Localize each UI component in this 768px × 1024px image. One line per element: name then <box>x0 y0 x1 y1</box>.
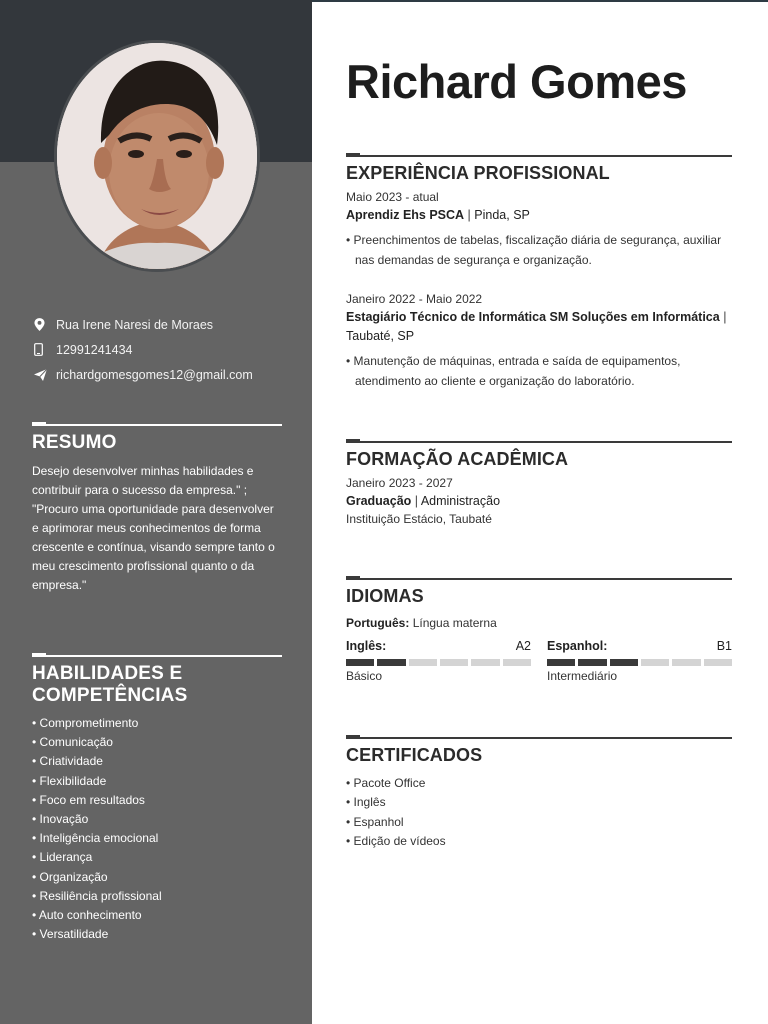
entry-place: Pinda, SP <box>474 208 530 222</box>
email-link[interactable]: richardgomesgomes12@gmail.com <box>56 367 253 382</box>
level-segment <box>346 659 374 666</box>
list-item: • Versatilidade <box>32 925 282 944</box>
language-level: B1 <box>716 639 732 653</box>
certificados-section <box>346 737 732 851</box>
native-language-name: Português: <box>346 616 410 630</box>
entry-institution: Instituição Estácio, Taubaté <box>346 512 492 526</box>
list-item: • Criatividade <box>32 752 282 771</box>
experiencia-title: EXPERIÊNCIA PROFISSIONAL <box>346 163 610 183</box>
list-item: • Auto conhecimento <box>32 906 282 925</box>
list-item: • Inovação <box>32 810 282 829</box>
entry-role: Estagiário Técnico de Informática SM Soluções em Informática <box>346 310 720 324</box>
list-item: • Comprometimento <box>32 714 282 733</box>
level-segment <box>641 659 669 666</box>
section-divider <box>346 578 732 580</box>
candidate-name: Richard Gomes <box>346 55 687 108</box>
entry-date: Maio 2023 - atual <box>346 190 439 204</box>
list-item: • Liderança <box>32 848 282 867</box>
idiomas-section <box>346 578 732 684</box>
contact-email[interactable] <box>34 362 304 387</box>
list-item: • Resiliência profissional <box>32 887 282 906</box>
resumo-text: Desejo desenvolver minhas habilidades e contribuir para o sucesso da empresa." ; "Procuro uma oportunidade para desenvolver e aprimorar meus conhecimentos de forma crescente e contínua, visando sempre tanto o meu crescimento profissional quanto o da empresa." <box>32 464 275 592</box>
profile-photo <box>54 40 260 272</box>
entry-place: Taubaté, SP <box>346 329 415 343</box>
experience-entry <box>346 188 732 270</box>
contact-block <box>34 312 304 387</box>
list-item: • Comunicação <box>32 733 282 752</box>
level-segment <box>610 659 638 666</box>
language-name: Inglês: <box>346 639 387 653</box>
entry-date: Janeiro 2023 - 2027 <box>346 476 453 490</box>
language-level-desc: Intermediário <box>547 669 618 683</box>
entry-date: Janeiro 2022 - Maio 2022 <box>346 292 483 306</box>
section-divider <box>346 737 732 739</box>
experience-entry <box>346 290 732 391</box>
language-level-desc: Básico <box>346 669 383 683</box>
entry-course: Administração <box>420 494 501 508</box>
list-item: • Pacote Office <box>346 774 732 793</box>
list-item: • Inglês <box>346 793 732 812</box>
native-language-desc: Língua materna <box>412 616 497 630</box>
certificados-list <box>346 774 732 851</box>
address-text: Rua Irene Naresi de Moraes <box>56 317 214 332</box>
section-divider <box>346 441 732 443</box>
phone-icon <box>34 343 56 356</box>
level-segment <box>704 659 732 666</box>
formacao-title: FORMAÇÃO ACADÊMICA <box>346 449 569 469</box>
habilidades-section <box>32 655 282 944</box>
level-segment <box>409 659 437 666</box>
level-segment <box>672 659 700 666</box>
section-divider <box>32 655 282 657</box>
entry-degree-line: Graduação | Administração <box>346 494 501 508</box>
entry-role: Aprendiz Ehs PSCA <box>346 208 465 222</box>
section-divider <box>32 424 282 426</box>
level-segment <box>440 659 468 666</box>
level-segment <box>547 659 575 666</box>
list-item: • Organização <box>32 868 282 887</box>
paper-plane-icon <box>34 369 56 381</box>
language-levels <box>346 638 732 684</box>
level-segment <box>578 659 606 666</box>
entry-description: • Preenchimentos de tabelas, fiscalização diária de segurança, auxiliar nas demandas de segurança e organização. <box>346 231 732 270</box>
sidebar <box>0 0 312 1024</box>
list-item: • Flexibilidade <box>32 772 282 791</box>
map-pin-icon <box>34 318 56 331</box>
education-entry <box>346 474 732 528</box>
list-item: • Edição de vídeos <box>346 832 732 851</box>
list-item: • Foco em resultados <box>32 791 282 810</box>
list-item: • Inteligência emocional <box>32 829 282 848</box>
level-segment <box>377 659 405 666</box>
language-item <box>547 638 732 684</box>
entry-role-line: Aprendiz Ehs PSCA | Pinda, SP <box>346 208 530 222</box>
certificados-title: CERTIFICADOS <box>346 745 483 765</box>
language-name: Espanhol: <box>547 639 608 653</box>
level-segment <box>503 659 531 666</box>
experiencia-section <box>346 155 732 391</box>
formacao-section <box>346 441 732 528</box>
idiomas-title: IDIOMAS <box>346 586 424 606</box>
contact-phone <box>34 337 304 362</box>
phone-text: 12991241434 <box>56 342 133 357</box>
resumo-title: RESUMO <box>32 432 117 453</box>
language-level-bar <box>547 659 732 666</box>
entry-degree: Graduação <box>346 494 412 508</box>
list-item: • Espanhol <box>346 813 732 832</box>
level-segment <box>471 659 499 666</box>
native-language <box>346 614 732 632</box>
resumo-section <box>32 424 282 595</box>
language-level: A2 <box>515 639 531 653</box>
entry-description: • Manutenção de máquinas, entrada e saída de equipamentos, atendimento ao cliente e organização do laboratório. <box>346 352 732 391</box>
language-item <box>346 638 531 684</box>
habilidades-list <box>32 714 282 944</box>
contact-address <box>34 312 304 337</box>
section-divider <box>346 155 732 157</box>
language-level-bar <box>346 659 531 666</box>
habilidades-title: HABILIDADES E COMPETÊNCIAS <box>32 663 188 706</box>
entry-role-line: Estagiário Técnico de Informática SM Soluções em Informática | Taubaté, SP <box>346 310 727 343</box>
